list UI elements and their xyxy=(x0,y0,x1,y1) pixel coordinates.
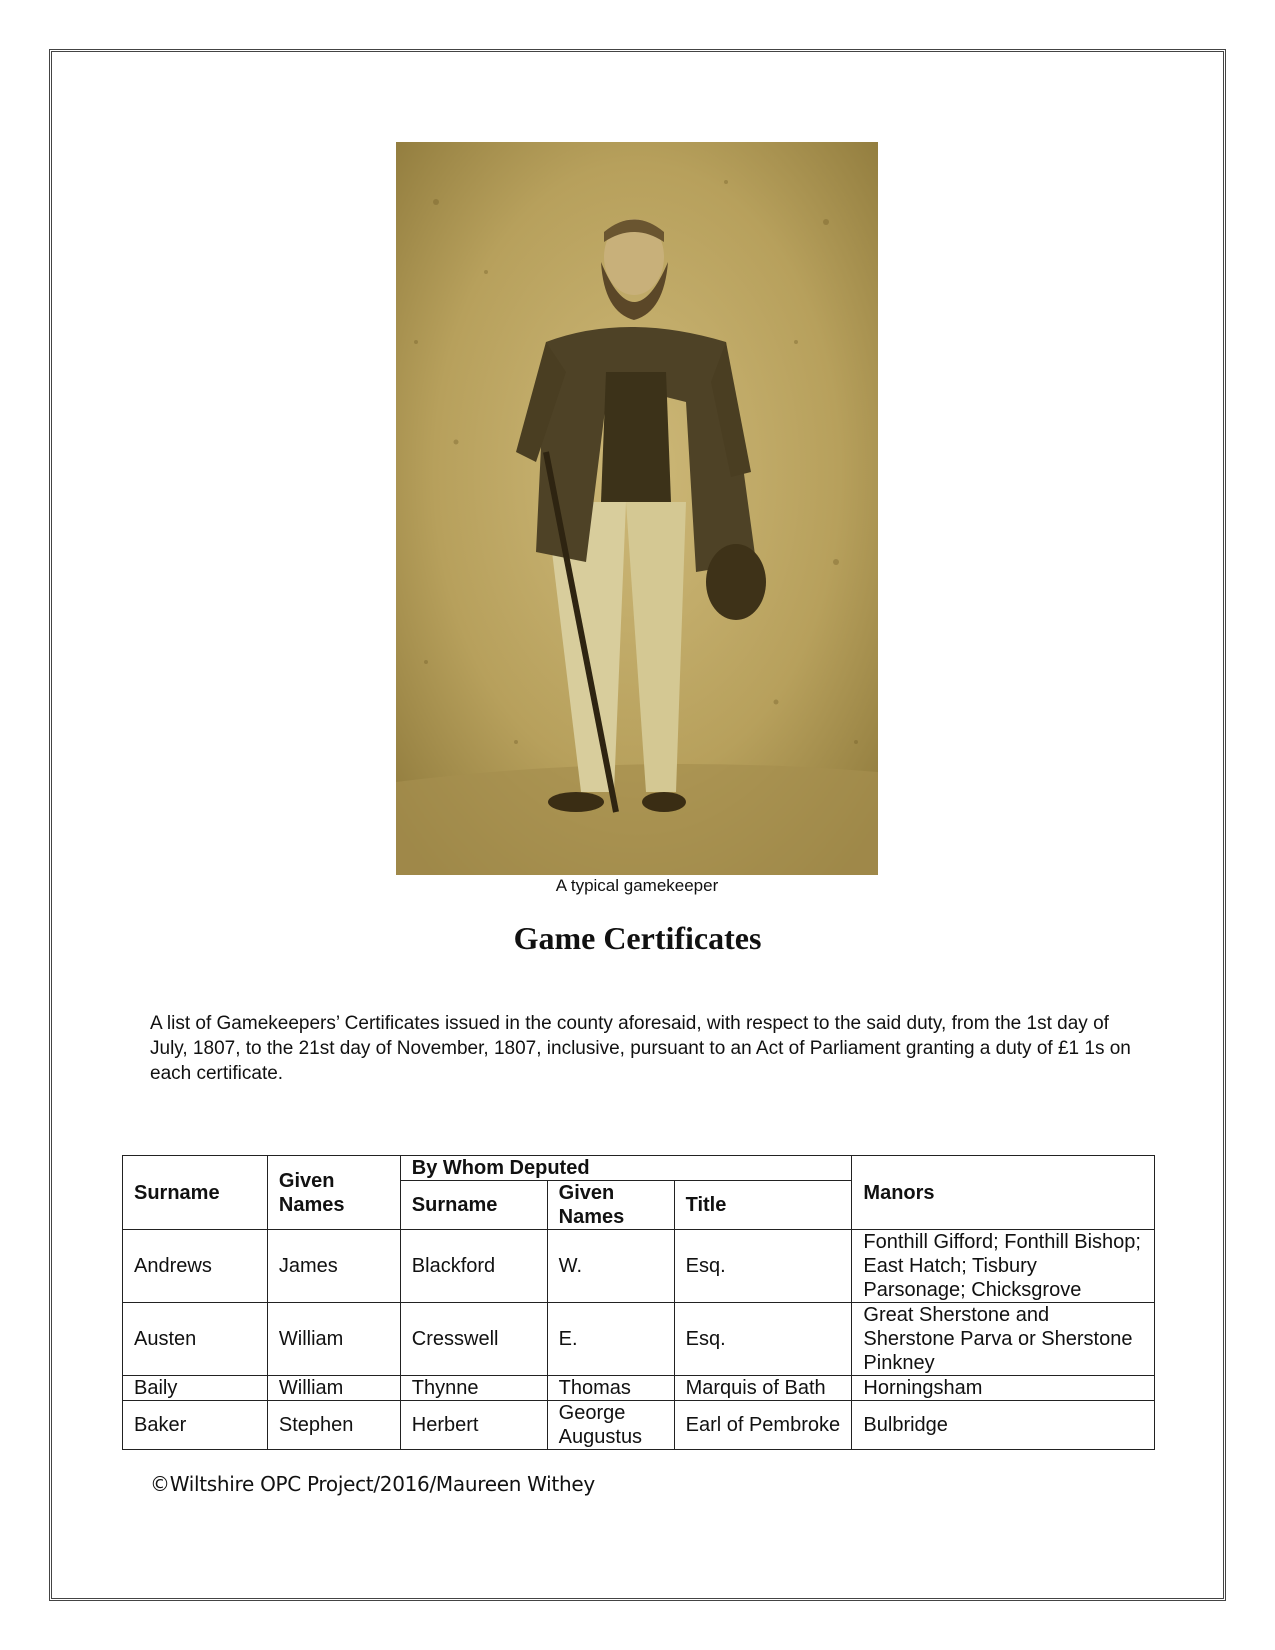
header-manors: Manors xyxy=(852,1156,1155,1230)
header-deputed-title: Title xyxy=(674,1181,852,1230)
cell-deputed-given-names: Thomas xyxy=(547,1376,674,1401)
cell-given-names: William xyxy=(267,1303,400,1376)
cell-deputed-surname: Blackford xyxy=(400,1230,547,1303)
cell-surname: Baker xyxy=(123,1401,268,1450)
cell-deputed-surname: Cresswell xyxy=(400,1303,547,1376)
table-row xyxy=(123,1401,1155,1450)
header-by-whom-deputed: By Whom Deputed xyxy=(400,1156,852,1181)
cell-given-names: Stephen xyxy=(267,1401,400,1450)
gamekeeper-photo xyxy=(396,142,878,875)
cell-deputed-given-names: W. xyxy=(547,1230,674,1303)
cell-manors: Bulbridge xyxy=(852,1401,1155,1450)
cell-deputed-given-names: E. xyxy=(547,1303,674,1376)
cell-deputed-surname: Herbert xyxy=(400,1401,547,1450)
cell-deputed-surname: Thynne xyxy=(400,1376,547,1401)
photo-caption: A typical gamekeeper xyxy=(555,876,719,895)
page-title: Game Certificates xyxy=(513,920,762,956)
cell-given-names: William xyxy=(267,1376,400,1401)
cell-title: Esq. xyxy=(674,1230,852,1303)
cell-surname: Andrews xyxy=(123,1230,268,1303)
cell-manors: Horningsham xyxy=(852,1376,1155,1401)
header-given-names: Given Names xyxy=(267,1156,400,1230)
table-row xyxy=(123,1303,1155,1376)
header-deputed-given-names: Given Names xyxy=(547,1181,674,1230)
header-deputed-surname: Surname xyxy=(400,1181,547,1230)
cell-surname: Baily xyxy=(123,1376,268,1401)
cell-given-names: James xyxy=(267,1230,400,1303)
certificates-table xyxy=(122,1155,1155,1450)
cell-manors: Great Sherstone and Sherstone Parva or Sherstone Pinkney xyxy=(852,1303,1155,1376)
header-surname: Surname xyxy=(123,1156,268,1230)
cell-manors: Fonthill Gifford; Fonthill Bishop; East Hatch; Tisbury Parsonage; Chicksgrove xyxy=(852,1230,1155,1303)
cell-title: Marquis of Bath xyxy=(674,1376,852,1401)
copyright-footer: ©Wiltshire OPC Project/2016/Maureen Withey xyxy=(150,1472,595,1496)
cell-surname: Austen xyxy=(123,1303,268,1376)
cell-title: Esq. xyxy=(674,1303,852,1376)
table-row xyxy=(123,1230,1155,1303)
cell-deputed-given-names: George Augustus xyxy=(547,1401,674,1450)
table-row xyxy=(123,1376,1155,1401)
cell-title: Earl of Pembroke xyxy=(674,1401,852,1450)
intro-paragraph: A list of Gamekeepers’ Certificates issued in the county aforesaid, with respect to the said duty, from the 1st day of July, 1807, to the 21st day of November, 1807, inclusive, pursuant to an Act of Parliament granting a duty of £1 1s on each certificate. xyxy=(150,1013,1131,1084)
